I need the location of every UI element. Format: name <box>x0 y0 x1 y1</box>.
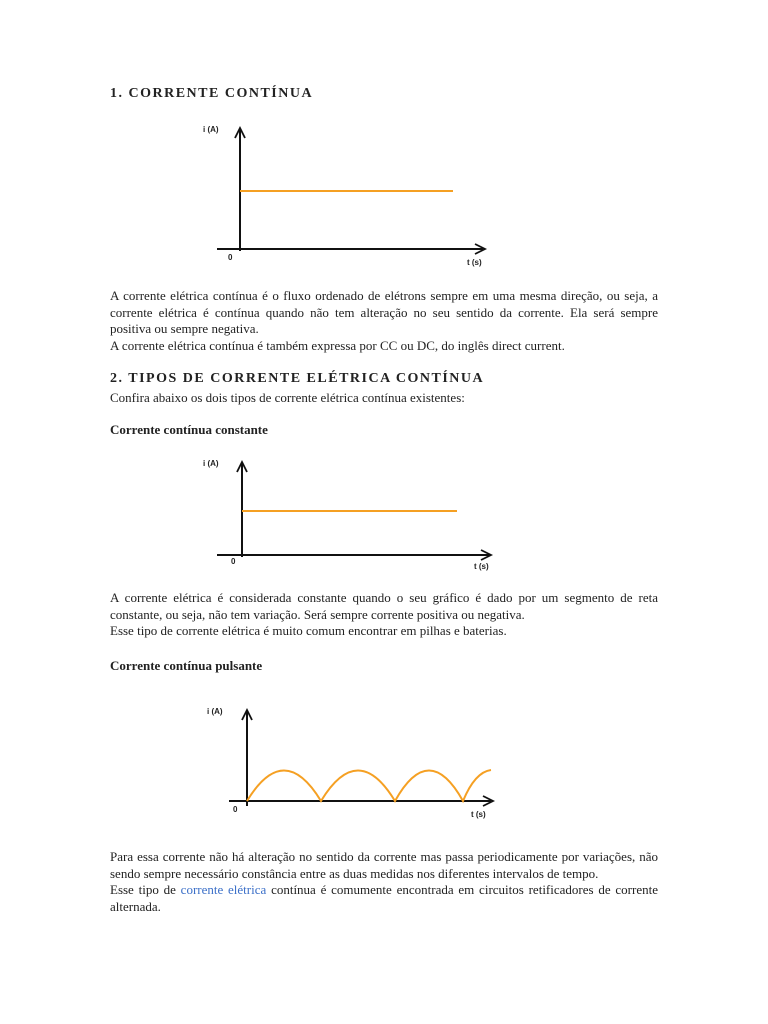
constant-text <box>110 590 658 640</box>
paragraph: A corrente elétrica contínua é também expressa por CC ou DC, do inglês direct current. <box>110 337 565 353</box>
corrente-eletrica-link[interactable]: corrente elétrica <box>180 882 267 897</box>
section2-intro: Confira abaixo os dois tipos de corrente elétrica contínua existentes: <box>110 390 465 405</box>
origin-label: 0 <box>228 253 233 262</box>
x-axis-label: t (s) <box>474 562 489 571</box>
pulsating-text <box>110 849 658 915</box>
paragraph: Para essa corrente não há alteração no sentido da corrente mas passa periodicamente por variações, não sendo sempre necessário constância entre as duas medidas nos diferentes intervalos de tempo. <box>110 849 658 881</box>
paragraph: Esse tipo de corrente elétrica é muito comum encontrar em pilhas e baterias. <box>110 623 507 638</box>
y-axis-label: i (A) <box>207 707 223 716</box>
subheading-pulsating: Corrente contínua pulsante <box>110 658 263 673</box>
y-axis-label: i (A) <box>203 459 219 468</box>
constant-current-graph-1 <box>195 118 515 270</box>
origin-label: 0 <box>233 805 238 814</box>
origin-label: 0 <box>231 557 236 566</box>
paragraph: A corrente elétrica é considerada constante quando o seu gráfico é dado por um segmento de reta constante, ou seja, não tem variação. Será sempre corrente positiva ou negativa. <box>110 590 658 622</box>
subheading-constant: Corrente contínua constante <box>110 422 268 437</box>
text-fragment: contínua é comumente encontrada em circuitos retificadores de corrente alternada. <box>110 882 658 914</box>
section1-text <box>110 288 658 354</box>
section-heading-2: 2. TIPOS DE CORRENTE ELÉTRICA CONTÍNUA <box>110 371 485 386</box>
pulsating-curve <box>247 770 491 801</box>
paragraph: A corrente elétrica contínua é o fluxo ordenado de elétrons sempre em uma mesma direção, ou seja, a corrente elétrica é contínua quando não tem alteração no seu sentido da corrente. Ela será sempre positiva ou sempre negativa. <box>110 288 658 336</box>
pulsating-current-graph <box>195 698 515 824</box>
constant-current-graph-2 <box>195 452 515 574</box>
paragraph <box>110 882 658 915</box>
text-fragment: Esse tipo de <box>110 882 181 897</box>
y-axis-label: i (A) <box>203 125 219 134</box>
x-axis-label: t (s) <box>467 258 482 267</box>
x-axis-label: t (s) <box>471 810 486 819</box>
section-heading-1: 1. CORRENTE CONTÍNUA <box>110 86 314 101</box>
